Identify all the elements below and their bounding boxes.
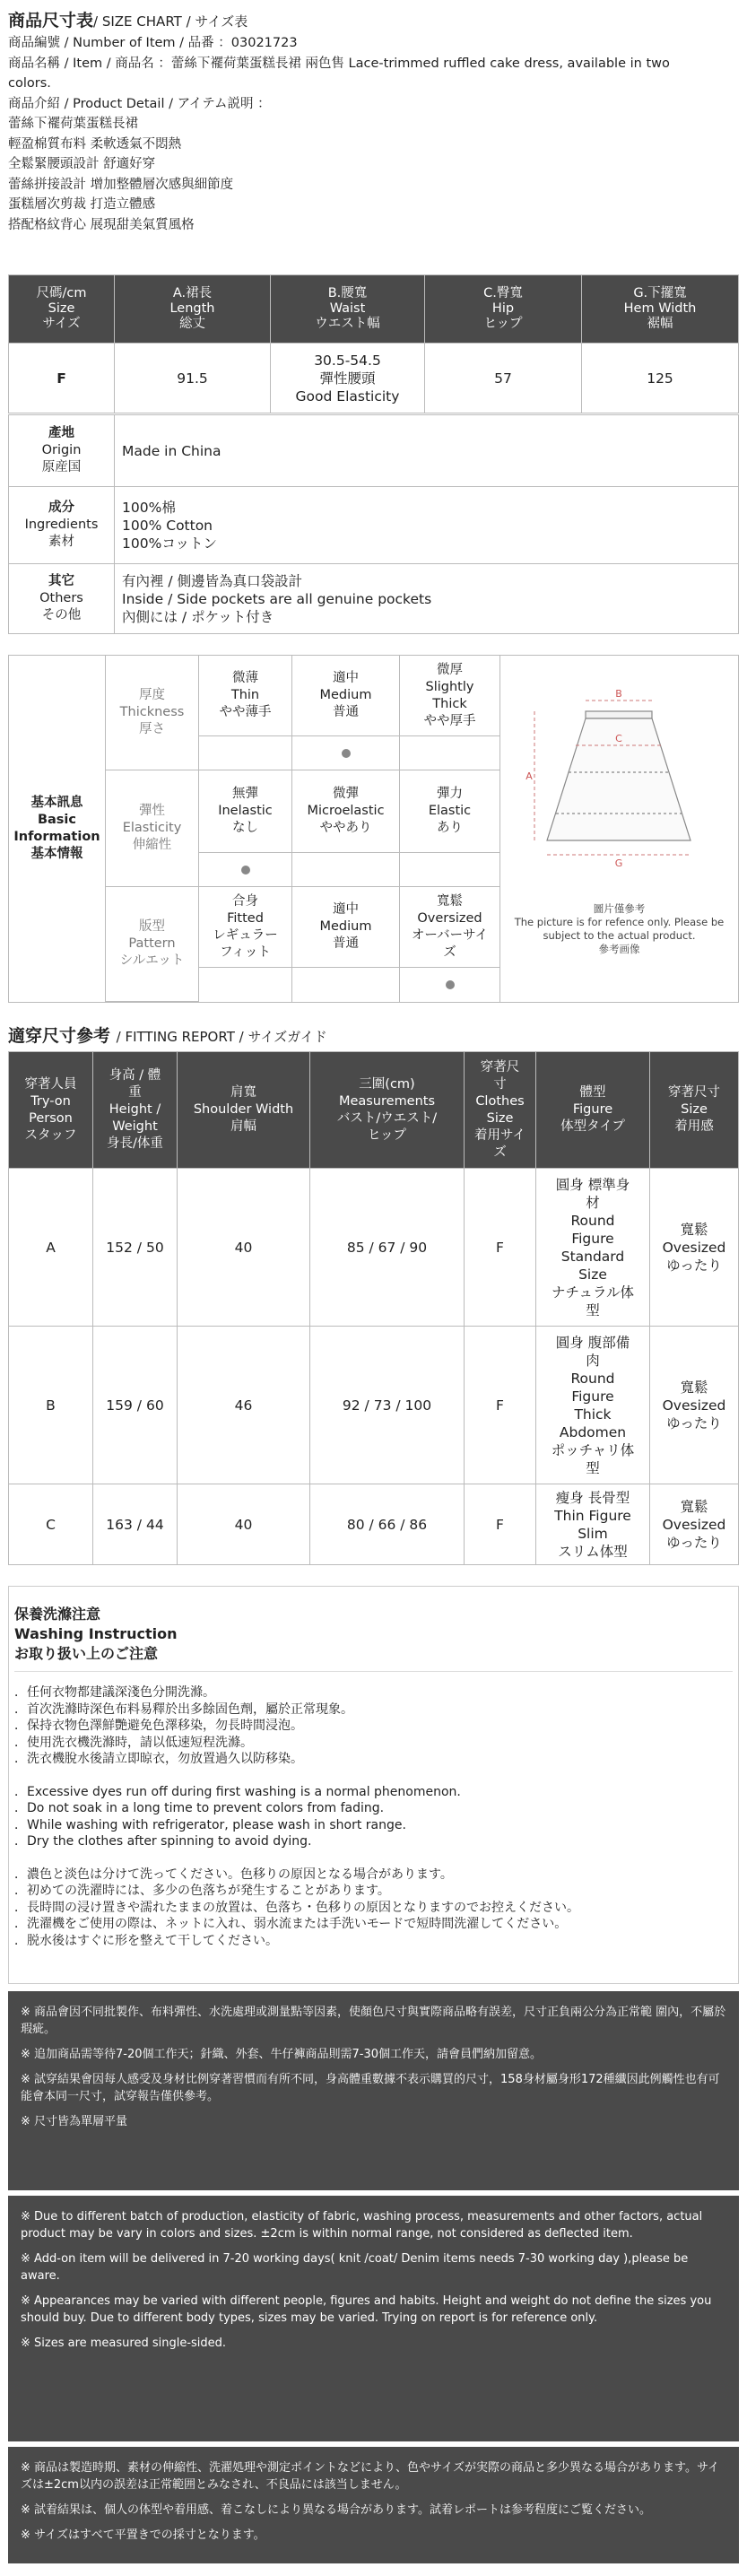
waistband-shape: [586, 711, 652, 718]
hem-value: 125: [582, 344, 739, 413]
pattern-option-fitted: 合身 Fitted レギュラー フィット: [199, 887, 292, 968]
washing-line-zh: ．洗衣機脫水後請立即晾衣，勿放置過久以防移染。: [14, 1752, 303, 1766]
fit-feel: 寬鬆 Ovesized ゆったり: [650, 1484, 739, 1565]
basic-info-panel: [8, 655, 739, 1003]
notes-zh: [8, 1991, 739, 2190]
fit-feel: 寬鬆 Ovesized ゆったり: [650, 1169, 739, 1327]
fit-feel: 寬鬆 Ovesized ゆったり: [650, 1327, 739, 1484]
elasticity-option-inelastic: 無彈 Inelastic なし: [199, 770, 292, 853]
origin-row: [9, 415, 739, 487]
header-shoulder: 肩寬 Shoulder Width 肩幅: [178, 1052, 310, 1169]
size-chart-row: [9, 344, 739, 413]
washing-title-en: Washing Instruction: [14, 1625, 178, 1642]
measurements: 92 / 73 / 100: [310, 1327, 465, 1484]
elasticity-mark-micro: [292, 853, 400, 887]
divider: [14, 1671, 733, 1672]
note-zh: ※ 試穿結果會因每人感受及身材比例穿著習慣而有所不同，身高體重數據不表示購買的尺寸，158身材屬身形172種纖因此例觸性也有可能會本同一尺寸，試穿報告僅供參考。: [21, 2073, 720, 2103]
washing-instructions: [8, 1586, 739, 1984]
washing-line-en: ．Do not soak in a long time to prevent colors from fading.: [14, 1801, 385, 1815]
figure-letter-c: C: [615, 733, 622, 744]
washing-line-ja: ．長時間の浸け置きや濡れたままの放置は、色落ち・色移りの原因となりますのでお控えください。: [14, 1900, 579, 1915]
note-en: ※ Due to different batch of production, elasticity of fabric, washing process, measurements and other factors, actual product may be vary in colors and sizes. ±2cm is within normal range, not considered as deflected item.: [21, 2210, 703, 2241]
fitting-row: [9, 1327, 739, 1484]
washing-line-zh: ．首次洗滌時深色布料易釋於出多餘固色劑，屬於正常現象。: [14, 1701, 353, 1717]
header-height-weight: 身高 / 體 重 Height / Weight 身長/体重: [93, 1052, 178, 1169]
washing-line-ja: ．洗濯機をご使用の際は、ネットに入れ、弱水流または手洗いモードで短時間洗濯してください。: [14, 1917, 568, 1931]
elasticity-option-micro: 微彈 Microelastic ややあり: [292, 770, 400, 853]
shoulder: 46: [178, 1327, 310, 1484]
size-chart-title: 商品尺寸表/ SIZE CHART / サイズ表: [8, 11, 248, 30]
figure-letter-a: A: [526, 770, 533, 782]
note-ja: ※ サイズはすべて平置きでの採寸となります。: [21, 2528, 265, 2542]
ingredients-value: 100%棉 100% Cotton 100%コットン: [115, 487, 739, 564]
info-line: 搭配格紋背心 展現甜美氣質風格: [8, 217, 195, 232]
washing-line-en: ．Excessive dyes run off during first washing is a normal phenomenon.: [14, 1784, 461, 1799]
figure-type: 圓身 腹部備 肉 Round Figure Thick Abdomen ポッチャリ体 型: [536, 1327, 650, 1484]
header-hip: C.臀寬 Hip ヒップ: [425, 275, 582, 344]
info-line: 商品編號 / Number of Item / 品番 ：03021723: [8, 36, 298, 50]
washing-line-en: ．While washing with refrigerator, please wash in short range.: [14, 1817, 406, 1832]
elasticity-mark-inelastic: [199, 853, 292, 887]
pattern-option-medium: 適中 Medium 普通: [292, 887, 400, 968]
height-weight: 159 / 60: [93, 1327, 178, 1484]
thickness-mark-medium: [292, 736, 400, 770]
figure-type: 瘦身 長骨型 Thin Figure Slim スリム体型: [536, 1484, 650, 1565]
header-hem: G.下擺寬 Hem Width 裾幅: [582, 275, 739, 344]
thickness-mark-thick: [400, 736, 500, 770]
note-en: ※ Appearances may be varied with different people, figures and habits. Height and weight do not define the sizes you should buy. Due to different body types, sizes may be varied. Trying on report is for reference only.: [21, 2294, 712, 2325]
size-value: F: [9, 344, 115, 413]
info-line: 蛋糕層次剪裁 打造立體感: [8, 197, 156, 212]
washing-line-ja: ．脱水後はすぐに形を整えて干してください。: [14, 1933, 278, 1948]
clothes-size: F: [465, 1169, 536, 1327]
product-extra-table: [8, 414, 739, 634]
info-line: 商品名稱 / Item / 商品名 ：蕾絲下襬荷葉蛋糕長裙 兩色售 Lace-trimmed ruffled cake dress, available in two: [8, 56, 670, 71]
notes-en: [8, 2196, 739, 2441]
washing-line-zh: ．保持衣物色澤鮮艷避免色澤移染，勿長時間浸泡。: [14, 1719, 303, 1733]
length-value: 91.5: [115, 344, 271, 413]
pattern-label: 版型 Pattern シルエット: [106, 887, 199, 1002]
note-zh: ※ 商品會因不同批製作、布料彈性、水洗處理或測量點等因素，使顏色尺寸與實際商品略有誤差，尺寸正負兩公分為正常範 圍內，不屬於瑕疵。: [21, 2006, 726, 2036]
fitting-report-table: [8, 1051, 739, 1565]
note-ja: ※ 試着結果は、個人の体型や着用感、着こなしにより異なる場合があります。試着レポートは参考程度にご覧ください。: [21, 2503, 651, 2517]
origin-label: 產地 Origin 原産国: [9, 415, 115, 487]
elasticity-mark-elastic: [400, 853, 500, 887]
figure-letter-g: G: [614, 857, 623, 869]
header-clothes-size: 穿著尺 寸 Clothes Size 着用サイ ズ: [465, 1052, 536, 1169]
thickness-option-thin: 微薄 Thin やや薄手: [199, 656, 292, 736]
person: B: [9, 1327, 93, 1484]
header-figure: 體型 Figure 体型タイプ: [536, 1052, 650, 1169]
pattern-mark-fitted: [199, 968, 292, 1002]
fitting-row: [9, 1169, 739, 1327]
washing-line-en: ．Dry the clothes after spinning to avoid dying.: [14, 1834, 312, 1849]
info-line: 輕盈棉質布料 柔軟透氣不悶熱: [8, 136, 182, 152]
fitting-report-title: 適穿尺寸參考 / FITTING REPORT / サイズガイド: [8, 1026, 327, 1046]
fitting-row: [9, 1484, 739, 1565]
header-fit: 穿著尺寸 Size 着用感: [650, 1052, 739, 1169]
washing-line-ja: ．濃色と淡色は分けて洗ってください。色移りの原因となる場合があります。: [14, 1867, 453, 1882]
figure-letter-b: B: [615, 688, 622, 700]
washing-line-ja: ．初めての洗濯時には、多少の色落ちが発生することがあります。: [14, 1884, 390, 1898]
selected-dot: [241, 866, 250, 875]
others-row: [9, 564, 739, 634]
header-size: 尺碼/cm Size サイズ: [9, 275, 115, 344]
header-measurements: 三圍(cm) Measurements バスト/ウエスト/ ヒップ: [310, 1052, 465, 1169]
person: A: [9, 1169, 93, 1327]
ingredients-label: 成分 Ingredients 素材: [9, 487, 115, 564]
info-line: colors.: [8, 76, 51, 91]
others-label: 其它 Others その他: [9, 564, 115, 634]
shoulder: 40: [178, 1169, 310, 1327]
measurements: 85 / 67 / 90: [310, 1169, 465, 1327]
thickness-mark-thin: [199, 736, 292, 770]
washing-line-zh: ．使用洗衣機洗滌時，請以低速短程洗滌。: [14, 1735, 253, 1750]
pattern-mark-oversized: [400, 968, 500, 1002]
info-line: 商品介紹 / Product Detail / アイテム説明 ：: [8, 96, 271, 111]
info-line: 蕾絲下襬荷葉蛋糕長裙: [8, 117, 138, 131]
measurements: 80 / 66 / 86: [310, 1484, 465, 1565]
info-line: 全鬆緊腰頭設計 舒適好穿: [8, 157, 156, 171]
notes-ja: [8, 2447, 739, 2563]
selected-dot: [446, 980, 455, 989]
figure-type: 圓身 標準身 材 Round Figure Standard Size ナチュラル体 型: [536, 1169, 650, 1327]
waist-value: 30.5-54.5 彈性腰頭 Good Elasticity: [271, 344, 425, 413]
origin-value: Made in China: [115, 415, 739, 487]
note-en: ※ Sizes are measured single-sided.: [21, 2337, 227, 2350]
ingredients-row: [9, 487, 739, 564]
thickness-option-medium: 適中 Medium 普通: [292, 656, 400, 736]
info-line: 蕾絲拼接設計 增加整體層次感與細節度: [8, 177, 234, 192]
fitting-header-row: [9, 1052, 739, 1169]
elasticity-option-elastic: 彈力 Elastic あり: [400, 770, 500, 853]
note-zh: ※ 尺寸皆為單層平量: [21, 2115, 128, 2128]
person: C: [9, 1484, 93, 1565]
header-waist: B.腰寬 Waist ウエスト幅: [271, 275, 425, 344]
note-ja: ※ 商品は製造時期、素材の伸縮性、洗濯処理や測定ポイントなどにより、色やサイズが実際の商品と多少異なる場合があります。サイズは±2cm以内の誤差は正常範囲とみなされ、不良品には該当しません。: [21, 2461, 720, 2492]
header-person: 穿著人員 Try-on Person スタッフ: [9, 1052, 93, 1169]
washing-title-ja: お取り扱い上のご注意: [14, 1645, 159, 1662]
clothes-size: F: [465, 1484, 536, 1565]
header-length: A.裙長 Length 総丈: [115, 275, 271, 344]
others-value: 有內裡 / 側邊皆為真口袋設計 Inside / Side pockets are all genuine pockets 內側には / ポケット付き: [115, 564, 739, 634]
hip-value: 57: [425, 344, 582, 413]
note-zh: ※ 追加商品需等待7-20個工作天；針織、外套、牛仔褲商品則需7-30個工作天，請會員們納加留意。: [21, 2048, 543, 2061]
clothes-size: F: [465, 1327, 536, 1484]
size-chart-table: [8, 274, 739, 413]
washing-line-zh: ．任何衣物都建議深淺色分開洗滌。: [14, 1685, 215, 1700]
thickness-option-thick: 微厚 Slightly Thick やや厚手: [400, 656, 500, 736]
figure-caption: 圖片僅參考 The picture is for refence only. Please be subject to the actual product. 參考画像: [514, 902, 725, 955]
pattern-option-oversized: 寬鬆 Oversized オーバーサイ ズ: [400, 887, 500, 968]
basic-info-label: 基本訊息 Basic Information 基本情報: [9, 656, 106, 1002]
height-weight: 163 / 44: [93, 1484, 178, 1565]
height-weight: 152 / 50: [93, 1169, 178, 1327]
note-en: ※ Add-on item will be delivered in 7-20 working days( knit /coat/ Denim items needs 7-30 working day ),please be aware.: [21, 2252, 689, 2283]
elasticity-label: 彈性 Elasticity 伸縮性: [106, 770, 199, 887]
washing-title-zh: 保養洗滌注意: [14, 1606, 101, 1623]
product-info: [8, 9, 739, 235]
size-chart-header-row: [9, 275, 739, 344]
pattern-mark-medium: [292, 968, 400, 1002]
shoulder: 40: [178, 1484, 310, 1565]
thickness-label: 厚度 Thickness 厚さ: [106, 656, 199, 770]
selected-dot: [342, 749, 351, 758]
